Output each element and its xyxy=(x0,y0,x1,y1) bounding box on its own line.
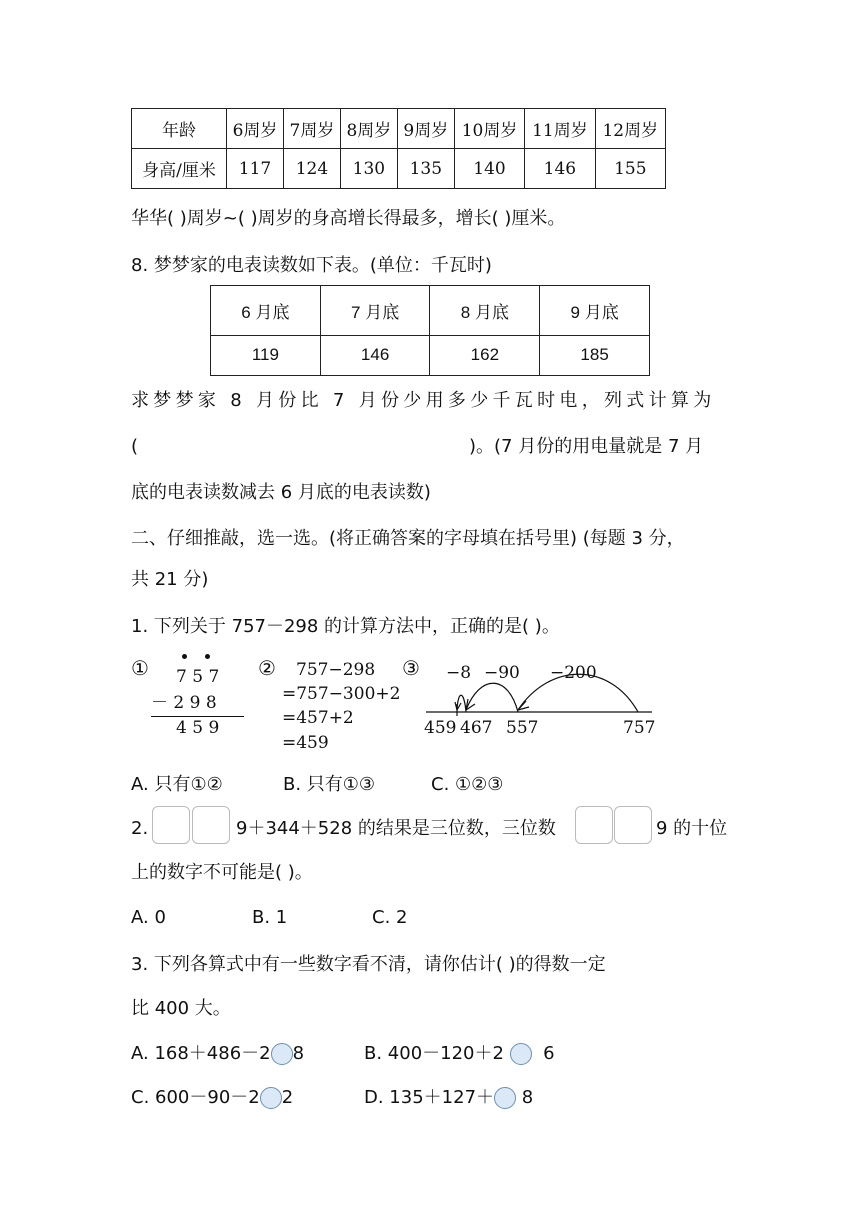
tick-label: 757 xyxy=(623,718,656,738)
table-cell: 124 xyxy=(283,149,340,189)
option-b: B. 1 xyxy=(252,907,288,928)
section2-title-2: 共 21 分) xyxy=(131,569,209,590)
table-cell: 6周岁 xyxy=(227,109,284,149)
table-cell: 9周岁 xyxy=(397,109,454,149)
table-cell: 185 xyxy=(540,335,650,375)
method2-line: 757−298 xyxy=(296,660,376,680)
table-row xyxy=(132,149,666,189)
table-cell: 10周岁 xyxy=(454,109,524,149)
method1-result: 4 5 9 xyxy=(176,718,220,738)
table-cell: 135 xyxy=(397,149,454,189)
option-b: B. 只有①③ xyxy=(283,774,376,795)
method2-line: =757−300+2 xyxy=(282,684,401,704)
borrow-dot xyxy=(178,654,190,660)
step-label: −8 xyxy=(446,663,472,683)
tick-label: 467 xyxy=(460,718,493,738)
digit-box xyxy=(614,806,652,844)
table-cell: 12周岁 xyxy=(595,109,665,149)
digit-box xyxy=(152,806,190,844)
table-cell: 7 月底 xyxy=(320,286,430,336)
mc3-line2: 比 400 大。 xyxy=(131,998,231,1019)
tick-label: 459 xyxy=(424,718,457,738)
meter-table xyxy=(210,285,650,376)
method2-line: =457+2 xyxy=(282,708,354,728)
option-a-right: 8 xyxy=(292,1043,305,1064)
option-c: C. 2 xyxy=(372,907,408,928)
borrow-dot xyxy=(201,654,213,660)
option-d-left: D. 135＋127＋ xyxy=(364,1087,495,1108)
section2-title-1: 二、仔细推敲，选一选。(将正确答案的字母填在括号里) (每题 3 分， xyxy=(131,528,685,549)
step-label: −200 xyxy=(550,663,597,683)
table-cell: 117 xyxy=(227,149,284,189)
mc2-text: 9＋344＋528 的结果是三位数，三位数 xyxy=(236,818,556,839)
table-cell: 130 xyxy=(340,149,397,189)
option-d-right: 8 xyxy=(521,1087,534,1108)
table-cell: 8周岁 xyxy=(340,109,397,149)
number-line-diagram xyxy=(420,660,660,720)
table-cell: 7周岁 xyxy=(283,109,340,149)
q8-title: 8. 梦梦家的电表读数如下表。(单位：千瓦时) xyxy=(131,255,492,276)
table-cell: 身高/厘米 xyxy=(132,149,227,189)
mc3-option-b xyxy=(364,1042,555,1066)
method3-label: ③ xyxy=(402,656,420,680)
table-cell: 11周岁 xyxy=(525,109,595,149)
option-a: A. 只有①② xyxy=(131,774,223,795)
option-a-left: A. 168＋486－2 xyxy=(131,1043,271,1064)
jump-arc-200 xyxy=(518,674,638,712)
table-cell: 146 xyxy=(525,149,595,189)
q8-line2-open: ( xyxy=(131,436,139,457)
q7-answer-line: 华华( )周岁~( )周岁的身高增长得最多，增长( )厘米。 xyxy=(131,208,566,229)
mc3-option-c xyxy=(131,1086,293,1110)
method2-label: ② xyxy=(258,656,276,680)
blank-circle xyxy=(510,1043,532,1065)
jump-arc-90 xyxy=(466,683,518,712)
table-cell: 6 月底 xyxy=(211,286,321,336)
mc2-number: 2. xyxy=(131,818,149,839)
method1-top: 7 5 7 xyxy=(176,667,220,687)
option-b-left: B. 400－120＋2 xyxy=(364,1043,504,1064)
table-cell: 8 月底 xyxy=(430,286,540,336)
tick-label: 557 xyxy=(506,718,539,738)
method2-line: =459 xyxy=(282,733,329,753)
table-cell: 9 月底 xyxy=(540,286,650,336)
option-c: C. ①②③ xyxy=(431,774,504,795)
mc1-question: 1. 下列关于 757－298 的计算方法中，正确的是( )。 xyxy=(131,616,560,637)
mc3-option-d xyxy=(364,1086,533,1110)
q8-line2-close: )。(7 月份的用电量就是 7 月 xyxy=(469,436,704,457)
mc3-option-a xyxy=(131,1042,304,1066)
table-cell: 146 xyxy=(320,335,430,375)
method1-subtrahend: － 2 9 8 xyxy=(151,693,217,713)
step-label: −90 xyxy=(484,663,520,683)
table-cell: 119 xyxy=(211,335,321,375)
table-header-row xyxy=(132,109,666,149)
blank-circle xyxy=(260,1087,282,1109)
q8-line3: 底的电表读数减去 6 月底的电表读数) xyxy=(131,482,431,503)
option-c-left: C. 600－90－2 xyxy=(131,1087,260,1108)
option-b-right: 6 xyxy=(543,1043,555,1064)
option-a: A. 0 xyxy=(131,907,166,928)
height-table xyxy=(131,108,666,189)
table-row xyxy=(211,335,650,375)
table-cell: 140 xyxy=(454,149,524,189)
table-cell: 年龄 xyxy=(132,109,227,149)
blank-circle xyxy=(271,1043,293,1065)
blank-circle xyxy=(494,1087,516,1109)
table-cell: 155 xyxy=(595,149,665,189)
table-cell: 162 xyxy=(430,335,540,375)
method1-label: ① xyxy=(131,656,149,680)
mc3-line1: 3. 下列各算式中有一些数字看不清，请你估计( )的得数一定 xyxy=(131,954,606,975)
mc2-text-end: 9 的十位 xyxy=(656,818,728,839)
digit-box xyxy=(192,806,230,844)
jump-arc-8 xyxy=(457,695,466,712)
mc2-line2: 上的数字不可能是( )。 xyxy=(131,862,313,883)
option-c-right: 2 xyxy=(281,1087,294,1108)
table-header-row xyxy=(211,286,650,336)
digit-box xyxy=(575,806,613,844)
q8-line1: 求梦梦家 8 月份比 7 月份少用多少千瓦时电，列式计算为 xyxy=(131,390,716,411)
